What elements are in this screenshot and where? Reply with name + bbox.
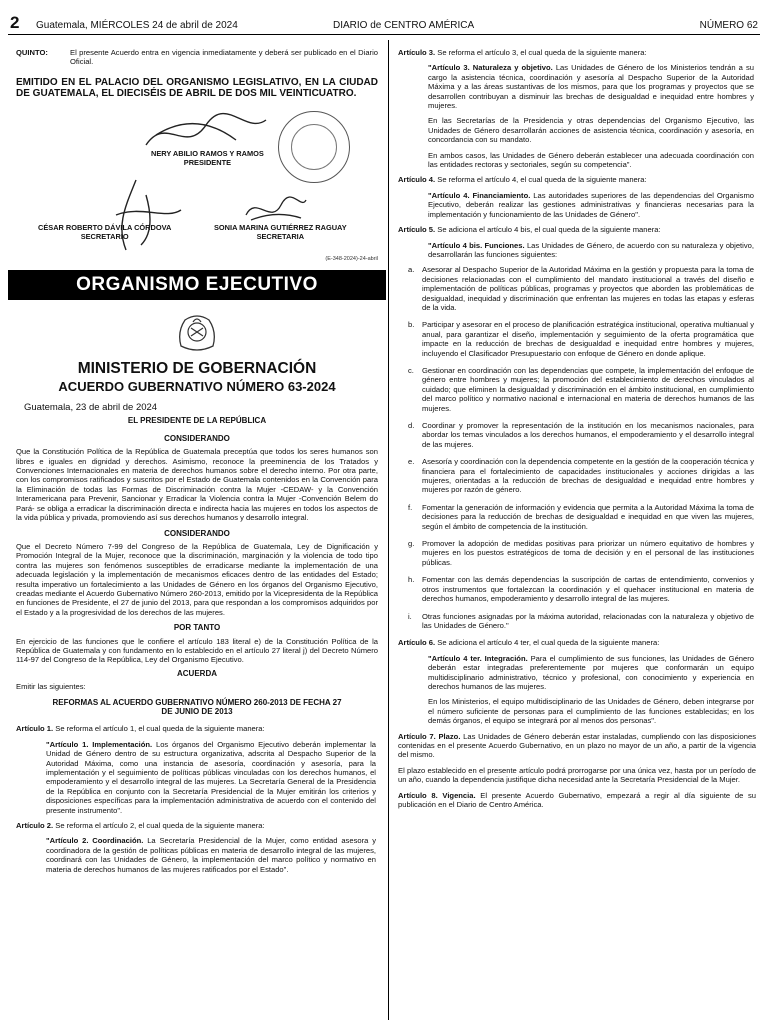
guatemala-coat-of-arms-icon	[173, 308, 221, 354]
article-quote-text: Las Unidades de Género de los Ministerios tendrán a su cargo la asistencia técnica, coordinación y asesoría al Despacho Superior de la Autoridad Máxima y a las áreas sustantivas de los mismos, para que los programas y proyectos que se desarrollen contribuyan a disminuir las brechas de desigualdad e inequidad entre hombres y mujeres.	[428, 63, 754, 111]
article-intro	[398, 225, 756, 234]
article-paragraph: El plazo establecido en el presente artículo podrá prorrogarse por una única vez, hasta por un período de un año, cuando la dependencia justifique dicha necesidad ante la Secretaría Presidencial de la Mujer.	[398, 765, 756, 785]
article-quote-heading: "Artículo 2. Coordinación.	[46, 836, 144, 846]
list-item	[398, 503, 754, 531]
newspaper-name: DIARIO de CENTRO AMÉRICA	[333, 20, 475, 31]
considerando-heading: CONSIDERANDO	[164, 528, 230, 538]
right-column	[398, 48, 756, 815]
list-item	[398, 265, 754, 312]
article-quote: En ambos casos, las Unidades de Género deberán establecer una adecuada coordinación con las entidades rectoras y sectoriales, según su competencia".	[428, 150, 754, 170]
article-quote	[428, 241, 754, 260]
list-item-letter: i.	[408, 611, 412, 621]
article-quote: En las Secretarías de la Presidencia y otras dependencias del Organismo Ejecutivo, las Unidades de Género desarrollarán acciones de asistencia técnica, coordinación y asesoría, en concordancia con su mandato.	[428, 116, 754, 145]
article-number: Artículo 4.	[398, 175, 436, 185]
article-intro	[16, 821, 378, 830]
article-number: Artículo 1.	[16, 724, 54, 734]
issue-number: NÚMERO 62	[699, 20, 758, 31]
article-intro	[398, 48, 756, 57]
article-intro-text: Se reforma el artículo 1, el cual queda de la siguiente manera:	[53, 724, 265, 734]
article-quote-heading: "Artículo 3. Naturaleza y objetivo.	[428, 63, 553, 73]
acuerda-heading: ACUERDA	[177, 668, 217, 678]
article-quote-heading: "Artículo 4 bis. Funciones.	[428, 240, 525, 250]
list-item	[398, 539, 754, 567]
section-banner: ORGANISMO EJECUTIVO	[8, 270, 386, 300]
considerando-heading: CONSIDERANDO	[164, 433, 230, 443]
article-quote-text: Para el cumplimiento de sus funciones, las Unidades de Género deberán estar integradas preferentemente por mujeres que conformarán un equipo multidisciplinario administrativo, técnico y profesional, con conocimiento y experiencia en derechos humanos de las mujeres.	[428, 653, 754, 691]
list-item	[398, 612, 754, 631]
list-item	[398, 457, 754, 495]
list-item-letter: h.	[408, 575, 415, 585]
signature-block	[16, 105, 378, 255]
header-date: Guatemala, MIÉRCOLES 24 de abril de 2024	[36, 20, 238, 31]
quinto-label: QUINTO:	[16, 48, 48, 57]
publication-reference: (E-348-2024)-24-abril	[325, 255, 378, 262]
signatory-cordova-name: CÉSAR ROBERTO DÁVILA CÓRDOVA	[38, 222, 172, 232]
signatory-ramos	[151, 149, 264, 167]
signatory-ramos-name: NERY ABILIO RAMOS Y RAMOS	[151, 148, 264, 158]
article-intro-text: Se adiciona el artículo 4 bis, el cual queda de la siguiente manera:	[435, 225, 661, 235]
article-quote-heading: "Artículo 1. Implementación.	[46, 739, 153, 749]
article-quote-text: La Secretaría Presidencial de la Mujer, como entidad asesora y coordinadora de la gestión de políticas públicas en materia de desarrollo integral de las mujeres, coordinará con las Unidades de Género, la implementación del marco político y normativo en materia de derechos humanos de las mujeres ratificados por el Estado".	[46, 836, 376, 874]
acuerdo-title: ACUERDO GUBERNATIVO NÚMERO 63-2024	[58, 378, 336, 394]
list-item-text: Coordinar y promover la representación de la institución en los mecanismos nacionales, para abordar los temas vinculados a los derechos humanos, el empoderamiento y el desarrollo integral de las mujeres.	[422, 421, 754, 449]
article-intro-text: Se reforma el artículo 3, el cual queda de la siguiente manera:	[435, 48, 647, 57]
page-header	[8, 13, 760, 35]
article-paragraph	[398, 732, 756, 760]
article-number: Artículo 3.	[398, 48, 436, 57]
article-number: Artículo 5.	[398, 225, 436, 235]
page-number: 2	[10, 13, 20, 32]
article-quote	[46, 836, 376, 874]
article-intro-text: Se adiciona el artículo 4 ter, el cual queda de la siguiente manera:	[435, 638, 660, 648]
article-number: Artículo 7. Plazo.	[398, 731, 461, 741]
article-quote-heading: "Artículo 4. Financiamiento.	[428, 190, 531, 200]
list-item-letter: e.	[408, 457, 415, 467]
signatory-cordova-title: SECRETARIO	[80, 231, 129, 241]
list-item	[398, 575, 754, 603]
article-intro-text: Se reforma el artículo 4, el cual queda de la siguiente manera:	[435, 175, 647, 185]
left-column	[16, 48, 378, 880]
list-item-letter: f.	[408, 502, 413, 512]
article-number: Artículo 2.	[16, 821, 54, 831]
article-quote-text: Los órganos del Organismo Ejecutivo deberán implementar la Unidad de Género dentro de su estructura organizativa, adscrita al Despacho Superior de la Autoridad Máxima, como una instancia de asesoría, coordinación y asesoría, para la implementación y el seguimiento de políticas públicas vinculadas con los derechos humanos, el empoderamiento y el desarrollo integral de las mujeres. La Secretaría General de la Presidencia de la República en conjunto con la Secretaría Presidencial de la Mujer emitirán los criterios y disposiciones específicas para la implementación administrativa de acuerdo con el contenido del presente instrumento".	[46, 739, 376, 815]
list-item-text: Participar y asesorar en el proceso de planificación estratégica institucional, operativa multianual y anual, para garantizar el diseño, implementación y seguimiento de la oferta programática que impacte en la reducción de brechas de desigualdad e inequidad entre hombres y mujeres, incluyendo el Clasificador Presupuestario con enfoque de Género en donde aplique.	[422, 320, 754, 358]
article-intro-text: Se reforma el artículo 2, el cual queda de la siguiente manera:	[53, 821, 265, 831]
list-item-text: Asesorar al Despacho Superior de la Autoridad Máxima en la gestión y propuesta para la toma de decisiones relacionadas con el cumplimiento del mandato institucional a través del diseño e implementación de políticas públicas, programas y proyectos que aborden las problemáticas de desigualdad, inequidad y discriminación que enfrentan las mujeres en todas las etapas y esferas de la vida.	[422, 265, 754, 312]
emitir-text: Emitir las siguientes:	[16, 682, 86, 692]
list-item-text: Fomentar la generación de información y evidencia que permita a la Autoridad Máxima la toma de decisiones para la reducción de brechas de desigualdad e inequidad en que viven las mujeres, según el ámbito de competencia de la institución.	[422, 502, 754, 531]
article-number: Artículo 8. Vigencia.	[398, 790, 476, 800]
article-quote	[46, 740, 376, 815]
reformas-heading: REFORMAS AL ACUERDO GUBERNATIVO NÚMERO 260-2013 DE FECHA 27 DE JUNIO DE 2013	[52, 697, 342, 716]
article-text: El presente Acuerdo Gubernativo, empezará a regir al día siguiente de su publicación en el Diario de Centro América.	[398, 790, 756, 809]
list-item	[398, 421, 754, 449]
considerando-text: Que el Decreto Número 7-99 del Congreso de la República de Guatemala, Ley de Dignificación y Promoción Integral de la Mujer, reconoce que la discriminación, marginación y la violencia de todo tipo contra las mujeres son fenómenos susceptibles de erradicarse mediante la implementación de una adecuada legislación y la implementación de mecanismos eficaces dentro de las entidades del Estado; resulta imperativo un fortalecimiento a las Unidades de Género en los órganos del Organismo Ejecutivo, creadas mediante el Acuerdo Gubernativo Número 260-2013, emitido por la Vicepresidenta de la República en funciones de Presidente, el 27 de junio del 2013, para que respondan a los compromisos adquiridos por el Estado y a la progresividad de los derechos de las mujeres.	[16, 541, 378, 617]
list-item-letter: b.	[408, 320, 415, 330]
article-quote-text: Las autoridades superiores de las dependencias del Organismo Ejecutivo, deberán realizar las gestiones administrativas y financieras necesarias para la implementación y funcionamiento de las Unidades de Género".	[428, 190, 754, 219]
article-quote-heading: "Artículo 4 ter. Integración.	[428, 653, 528, 663]
list-item-letter: d.	[408, 421, 415, 430]
article-quote	[428, 191, 754, 219]
emitido-statement: EMITIDO EN EL PALACIO DEL ORGANISMO LEGISLATIVO, EN LA CIUDAD DE GUATEMALA, EL DIECISÉIS DE ABRIL DE DOS MIL VEINTICUATRO.	[16, 76, 378, 99]
list-item-letter: g.	[408, 539, 415, 549]
quinto-clause	[16, 48, 378, 67]
article-quote-text: Las Unidades de Género, de acuerdo con su naturaleza y objetivo, desarrollarán las funciones siguientes:	[428, 240, 754, 259]
por-tanto-heading: POR TANTO	[173, 623, 221, 633]
list-item-text: Gestionar en coordinación con las dependencias que compete, la implementación del enfoque de género entre hombres y mujeres; la promoción del establecimiento de derechos vinculados al cuidado; que eliminen la desigualdad y discriminación en el ámbito institucional, en cumplimiento del marco político y normativo nacional e internacional en materia de derechos humanos de las mujeres.	[422, 365, 754, 413]
list-item	[398, 366, 754, 413]
article-intro	[16, 724, 378, 733]
signatory-cordova	[38, 223, 171, 241]
article-paragraph	[398, 791, 756, 810]
signatory-raguay	[214, 223, 347, 241]
acuerdo-date: Guatemala, 23 de abril de 2024	[24, 402, 158, 414]
presidente-heading: EL PRESIDENTE DE LA REPÚBLICA	[127, 416, 267, 426]
list-item-text: Fomentar con las demás dependencias la suscripción de cartas de entendimiento, convenios y otros instrumentos que fortalezcan la coordinación y el quehacer institucional en materia de derechos humanos, empoderamiento y desarrollo integral de las mujeres.	[422, 575, 754, 604]
list-item-text: Promover la adopción de medidas positivas para priorizar un número equitativo de hombres y mujeres en los puestos estratégicos de toma de decisión y en el personal de las instituciones públicas.	[422, 539, 754, 567]
por-tanto-text: En ejercicio de las funciones que le confiere el artículo 183 literal e) de la Constitución Política de la República de Guatemala y con fundamento en lo establecido en el artículo 27 literal j) del Decreto Número 114-97 del Congreso de la República, Ley del Organismo Ejecutivo.	[16, 636, 378, 665]
considerando-text: Que la Constitución Política de la República de Guatemala preceptúa que todos los seres humanos son libres e iguales en dignidad y derechos. Asimismo, reconoce la preeminencia de los Tratados y Convenciones Internacionales en materia de derechos humanos sobre el derecho interno. Por otra parte, con los compromisos ratificados y suscritos por el Estado de Guatemala contenidos en la Convención para la Eliminación de todas las Formas de Discriminación contra la Mujer -CEDAW- y la Convención Interamericana para Prevenir, Sancionar y Erradicar la Violencia contra la Mujer -Convención Belem do Pará- se obliga a erradicar la discriminación directa e indirecta hacia las mujeres en todos los aspectos de la vida pública y privada, promoviendo así sus derechos humanos y desarrollo integral.	[16, 447, 378, 523]
quinto-text: El presente Acuerdo entra en vigencia inmediatamente y deberá ser publicado en el Diario Oficial.	[70, 48, 378, 67]
functions-list	[398, 265, 756, 630]
list-item-letter: c.	[408, 365, 414, 375]
article-intro	[398, 175, 756, 184]
article-quote	[428, 654, 754, 692]
signature-cordova-icon	[96, 175, 186, 255]
ministry-title: MINISTERIO DE GOBERNACIÓN	[77, 360, 317, 378]
article-intro	[398, 638, 756, 647]
signatory-raguay-title: SECRETARIA	[256, 231, 305, 241]
article-quote: En los Ministerios, el equipo multidisciplinario de las Unidades de Género, deben integrarse por el número suficiente de personas para el cumplimiento de las funciones establecidas; en los demás órganos, el equipo se integrará por al menos dos personas".	[428, 697, 754, 726]
signatory-raguay-name: SONIA MARINA GUTIÉRREZ RAGUAY	[214, 222, 347, 232]
list-item-letter: a.	[408, 265, 415, 275]
list-item	[398, 320, 754, 358]
article-quote	[428, 63, 754, 110]
article-number: Artículo 6.	[398, 638, 436, 648]
list-item-text: Asesoría y coordinación con la dependencia competente en la gestión de la cooperación técnica y financiera para el fortalecimiento de capacidades institucionales y acciones dirigidas a las mujeres, orientadas a la reducción de brechas de desigualdad e inequidad entre hombres y mujeres por razón de género.	[422, 457, 754, 495]
column-divider	[388, 40, 389, 1020]
signatory-ramos-title: PRESIDENTE	[183, 157, 232, 167]
list-item-text: Otras funciones asignadas por la máxima autoridad, relacionadas con la naturaleza y objetivo de las Unidades de Género."	[422, 611, 754, 630]
congress-seal-icon	[278, 111, 350, 183]
article-text: Las Unidades de Género deberán estar instaladas, cumpliendo con las disposiciones contenidas en el presente Acuerdo Gubernativo, en un plazo no mayor de un año, a partir de la vigencia del mismo.	[398, 731, 757, 760]
